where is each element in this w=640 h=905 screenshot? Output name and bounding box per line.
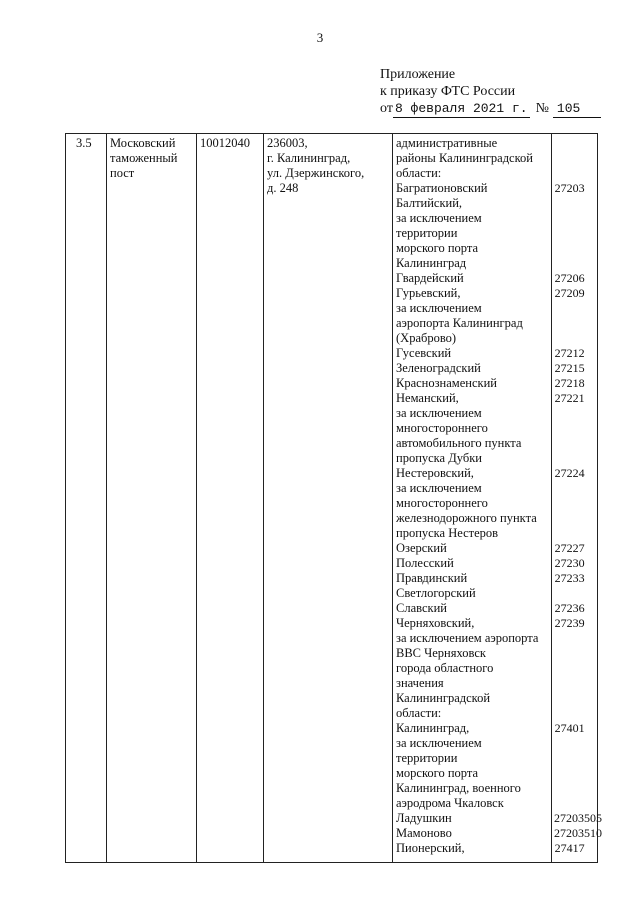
- territory-name-line: территории: [396, 751, 458, 765]
- territory-name-line: ВВС Черняховск: [396, 646, 486, 660]
- post-code: 10012040: [200, 136, 250, 150]
- territory-name: [396, 391, 552, 466]
- territory-name: [396, 721, 552, 811]
- order-number: 105: [553, 100, 601, 118]
- territory-name: [396, 556, 552, 571]
- territory-row: [396, 586, 599, 601]
- territory-group-header: [396, 661, 599, 721]
- territory-name: [396, 346, 552, 361]
- column-divider: [196, 134, 197, 862]
- territory-name-line: города областного: [396, 661, 494, 675]
- territory-name-line: Правдинский: [396, 571, 468, 585]
- territory-row: [396, 616, 599, 661]
- territory-name-line: за исключением: [396, 406, 482, 420]
- territory-name: [396, 181, 552, 196]
- territory-name: [396, 571, 552, 586]
- address-line: 236003,: [267, 136, 308, 150]
- address-line: д. 248: [267, 181, 299, 195]
- territory-row: [396, 376, 599, 391]
- territory-code: 27233: [554, 571, 585, 585]
- territory-name-line: пропуска Дубки: [396, 451, 482, 465]
- territory-name: [396, 361, 552, 376]
- territory-row: [396, 571, 599, 586]
- territory-name: [396, 271, 552, 286]
- territory-name-line: Балтийский,: [396, 196, 463, 210]
- territory-name-line: Калининград, военного: [396, 781, 521, 795]
- post-name-cell: [110, 136, 178, 181]
- territory-name-line: Пионерский,: [396, 841, 465, 855]
- address-line: г. Калининград,: [267, 151, 351, 165]
- territory-name-line: пропуска Нестеров: [396, 526, 499, 540]
- column-divider: [106, 134, 107, 862]
- territory-name: [396, 661, 596, 721]
- territory-code: 27401: [554, 721, 585, 735]
- territory-name-line: значения: [396, 676, 444, 690]
- territory-name-line: Полесский: [396, 556, 454, 570]
- territory-name: [396, 286, 552, 346]
- territory-name-line: Калининградской: [396, 691, 491, 705]
- appendix-header: [380, 66, 601, 118]
- territory-list: [396, 136, 602, 856]
- territory-name: [396, 586, 552, 601]
- territory-name-line: Калининград,: [396, 721, 470, 735]
- territory-code: 27203505: [554, 811, 602, 825]
- territory-code: 27236: [554, 601, 585, 615]
- territory-code: 27218: [554, 376, 585, 390]
- territory-row: [396, 286, 599, 346]
- post-name-line: таможенный: [110, 151, 178, 165]
- territory-name-line: Озерский: [396, 541, 447, 555]
- territory-name-line: Славский: [396, 601, 447, 615]
- territory-name-line: морского порта: [396, 766, 479, 780]
- territory-row: [396, 391, 599, 466]
- appendix-order-ref: к приказу ФТС России: [380, 84, 516, 99]
- territory-code: 27227: [554, 541, 585, 555]
- territory-name-line: Нестеровский,: [396, 466, 474, 480]
- territory-name-line: за исключением: [396, 481, 482, 495]
- territory-code: 27221: [554, 391, 585, 405]
- territory-row: [396, 556, 599, 571]
- territory-name-line: районы Калининградской: [396, 151, 533, 165]
- territory-name-line: Краснознаменский: [396, 376, 497, 390]
- territory-name-line: Ладушкин: [396, 811, 452, 825]
- territory-name-line: Багратионовский: [396, 181, 488, 195]
- territory-name-line: за исключением аэропорта: [396, 631, 539, 645]
- post-name-line: пост: [110, 166, 135, 180]
- territory-name: [396, 616, 552, 661]
- column-divider: [263, 134, 264, 862]
- territory-code: 27239: [554, 616, 585, 630]
- territory-name: [396, 826, 551, 841]
- territory-name-line: аэропорта Калининград: [396, 316, 523, 330]
- territory-name: [396, 841, 552, 856]
- order-date-prefix: от: [380, 101, 393, 116]
- territory-code: 27224: [554, 466, 585, 480]
- territory-row: [396, 466, 599, 541]
- territory-name-line: Мамоново: [396, 826, 452, 840]
- territory-name-line: аэродрома Чкаловск: [396, 796, 504, 810]
- territory-name: [396, 541, 552, 556]
- territory-row: [396, 601, 599, 616]
- territory-name-line: Гурьевский,: [396, 286, 461, 300]
- territory-row: [396, 271, 599, 286]
- territory-name-line: Гусевский: [396, 346, 452, 360]
- territory-name: [396, 466, 552, 541]
- territory-name-line: Неманский,: [396, 391, 459, 405]
- address-cell: [267, 136, 364, 196]
- territory-code: 27212: [554, 346, 585, 360]
- territory-code: 27215: [554, 361, 585, 375]
- territory-name-line: железнодорожного пункта: [396, 511, 537, 525]
- row-index: 3.5: [76, 136, 92, 150]
- territory-row: [396, 721, 599, 811]
- territory-name-line: многостороннего: [396, 496, 488, 510]
- territory-row: [396, 361, 599, 376]
- post-name-line: Московский: [110, 136, 176, 150]
- territory-code: 27203510: [554, 826, 602, 840]
- territory-name-line: автомобильного пункта: [396, 436, 522, 450]
- territory-name: [396, 136, 596, 181]
- territory-group-header: [396, 136, 599, 181]
- territory-name-line: Калининград: [396, 256, 467, 270]
- territory-name: [396, 376, 552, 391]
- territory-name: [396, 601, 552, 616]
- territory-name-line: за исключением: [396, 736, 482, 750]
- appendix-title: Приложение: [380, 67, 456, 82]
- territory-name-line: территории: [396, 226, 458, 240]
- territory-name: [396, 811, 551, 826]
- territory-row: [396, 841, 599, 856]
- order-date: 8 февраля 2021 г.: [394, 101, 528, 116]
- territory-name-line: многостороннего: [396, 421, 488, 435]
- territory-name-line: за исключением: [396, 301, 482, 315]
- territory-name-line: Черняховский,: [396, 616, 475, 630]
- territory-name-line: области:: [396, 706, 442, 720]
- territory-name-line: административные: [396, 136, 498, 150]
- territory-code: 27203: [554, 181, 585, 195]
- territory-name-line: Гвардейский: [396, 271, 464, 285]
- territory-code: 27206: [554, 271, 585, 285]
- territory-name-line: за исключением: [396, 211, 482, 225]
- territory-code: 27417: [554, 841, 585, 855]
- territory-code: 27230: [554, 556, 585, 570]
- territory-row: [396, 196, 599, 271]
- appendix-order-line: [380, 100, 601, 118]
- territory-row: [396, 811, 602, 826]
- column-divider: [392, 134, 393, 862]
- customs-table: [65, 133, 602, 863]
- address-line: ул. Дзержинского,: [267, 166, 365, 180]
- territory-row: [396, 346, 599, 361]
- territory-name-line: области:: [396, 166, 442, 180]
- territory-name-line: Зеленоградский: [396, 361, 481, 375]
- territory-code: 27209: [554, 286, 585, 300]
- territory-row: [396, 541, 599, 556]
- territory-name-line: Светлогорский: [396, 586, 476, 600]
- territory-name: [396, 196, 552, 271]
- page-number: 3: [316, 30, 324, 45]
- territory-name-line: морского порта: [396, 241, 479, 255]
- territory-row: [396, 826, 602, 841]
- territory-name-line: (Храброво): [396, 331, 457, 345]
- order-number-label: №: [535, 101, 549, 116]
- territory-row: [396, 181, 599, 196]
